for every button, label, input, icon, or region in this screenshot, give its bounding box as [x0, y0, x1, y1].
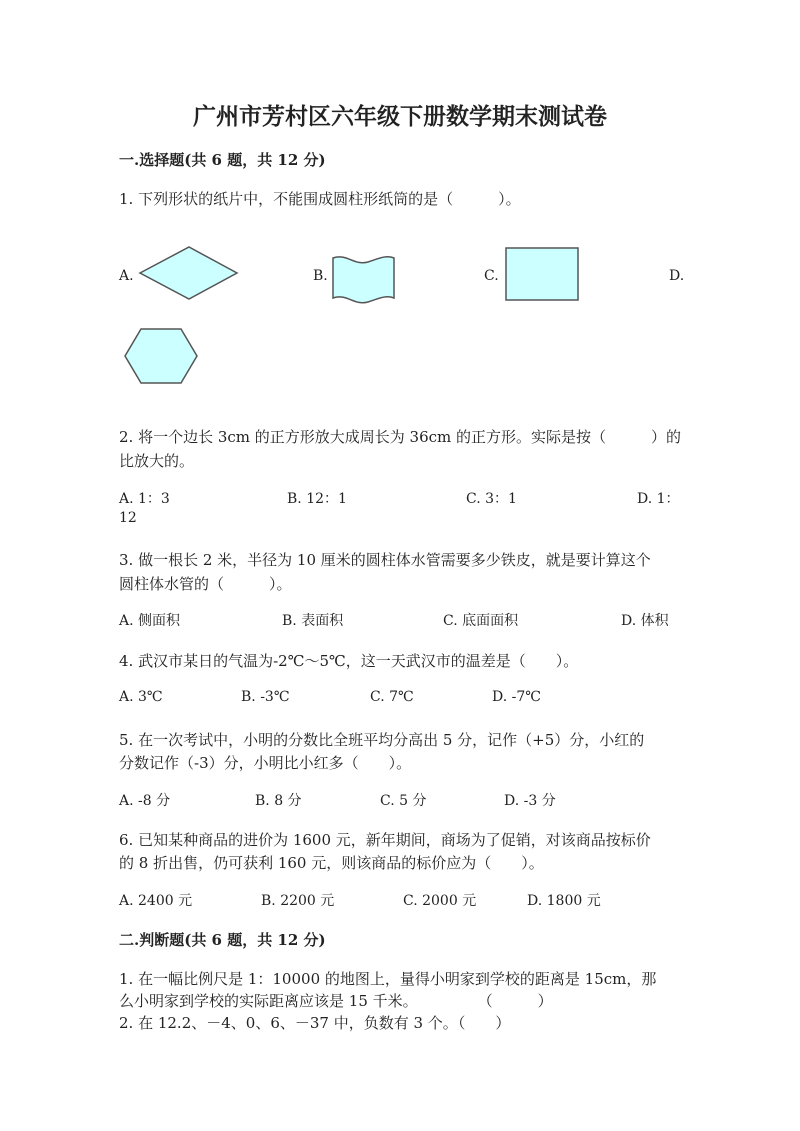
hexagon-shape	[123, 326, 201, 386]
judge-1-line-2: 么小明家到学校的实际距离应该是 15 千米。 （ ）	[119, 992, 553, 1010]
question-4-text: 4. 武汉市某日的气温为-2℃～5℃，这一天武汉市的温差是（ ）。	[119, 652, 579, 670]
q2-option-a: A. 1：3	[119, 491, 170, 507]
judge-1-line-1: 1. 在一幅比例尺是 1：10000 的地图上，量得小明家到学校的距离是 15cm，那	[119, 970, 657, 988]
q1-option-c: C.	[484, 268, 499, 284]
q4-option-d: D. -7℃	[492, 689, 541, 705]
q4-option-c: C. 7℃	[370, 689, 414, 705]
q1-option-a: A.	[119, 268, 134, 284]
q3-option-b: B. 表面积	[282, 613, 344, 629]
q2-option-c: C. 3：1	[466, 491, 517, 507]
q5-option-c: C. 5 分	[380, 793, 427, 809]
question-6-line-2: 的 8 折出售，仍可获利 160 元，则该商品的标价应为（ ）。	[119, 854, 544, 872]
question-2-line-2: 比放大的。	[119, 452, 195, 470]
wavy-paper-shape	[330, 252, 398, 304]
question-3-line-1: 3. 做一根长 2 米，半径为 10 厘米的圆柱体水管需要多少铁皮，就是要计算这个	[119, 551, 651, 569]
q1-option-b: B.	[313, 268, 328, 284]
q3-option-c: C. 底面面积	[443, 613, 519, 629]
q1-option-d: D.	[669, 268, 685, 284]
q6-option-b: B. 2200 元	[261, 893, 335, 909]
q5-option-a: A. -8 分	[119, 793, 171, 809]
question-5-line-1: 5. 在一次考试中，小明的分数比全班平均分高出 5 分，记作（+5）分，小红的	[119, 731, 645, 749]
judge-2-text: 2. 在 12.2、－4、0、6、－37 中，负数有 3 个。（ ）	[119, 1014, 511, 1032]
q4-option-b: B. -3℃	[241, 689, 290, 705]
rhombus-shape	[138, 244, 240, 302]
question-2-line-1: 2. 将一个边长 3cm 的正方形放大成周长为 36cm 的正方形。实际是按（ ）的	[119, 428, 682, 446]
q4-option-a: A. 3℃	[119, 689, 163, 705]
q6-option-d: D. 1800 元	[527, 893, 601, 909]
section-heading-choice: 一.选择题(共 6 题，共 12 分)	[119, 151, 326, 169]
question-3-line-2: 圆柱体水管的（ ）。	[119, 575, 292, 593]
section-heading-judge: 二.判断题(共 6 题，共 12 分)	[119, 931, 326, 949]
q2-option-d-continued: 12	[119, 510, 137, 526]
q6-option-a: A. 2400 元	[119, 893, 193, 909]
question-1-text: 1. 下列形状的纸片中，不能围成圆柱形纸筒的是（ ）。	[119, 190, 521, 208]
question-5-line-2: 分数记作（-3）分，小明比小红多（ ）。	[119, 754, 412, 772]
q3-option-a: A. 侧面积	[119, 613, 181, 629]
q6-option-c: C. 2000 元	[403, 893, 477, 909]
page-title: 广州市芳村区六年级下册数学期末测试卷	[193, 103, 607, 130]
q5-option-b: B. 8 分	[255, 793, 302, 809]
q2-option-d: D. 1：	[637, 491, 680, 507]
rectangle-shape	[504, 246, 581, 303]
q5-option-d: D. -3 分	[504, 793, 556, 809]
q2-option-b: B. 12：1	[287, 491, 347, 507]
q3-option-d: D. 体积	[621, 613, 669, 629]
question-6-line-1: 6. 已知某种商品的进价为 1600 元，新年期间，商场为了促销，对该商品按标价	[119, 831, 651, 849]
